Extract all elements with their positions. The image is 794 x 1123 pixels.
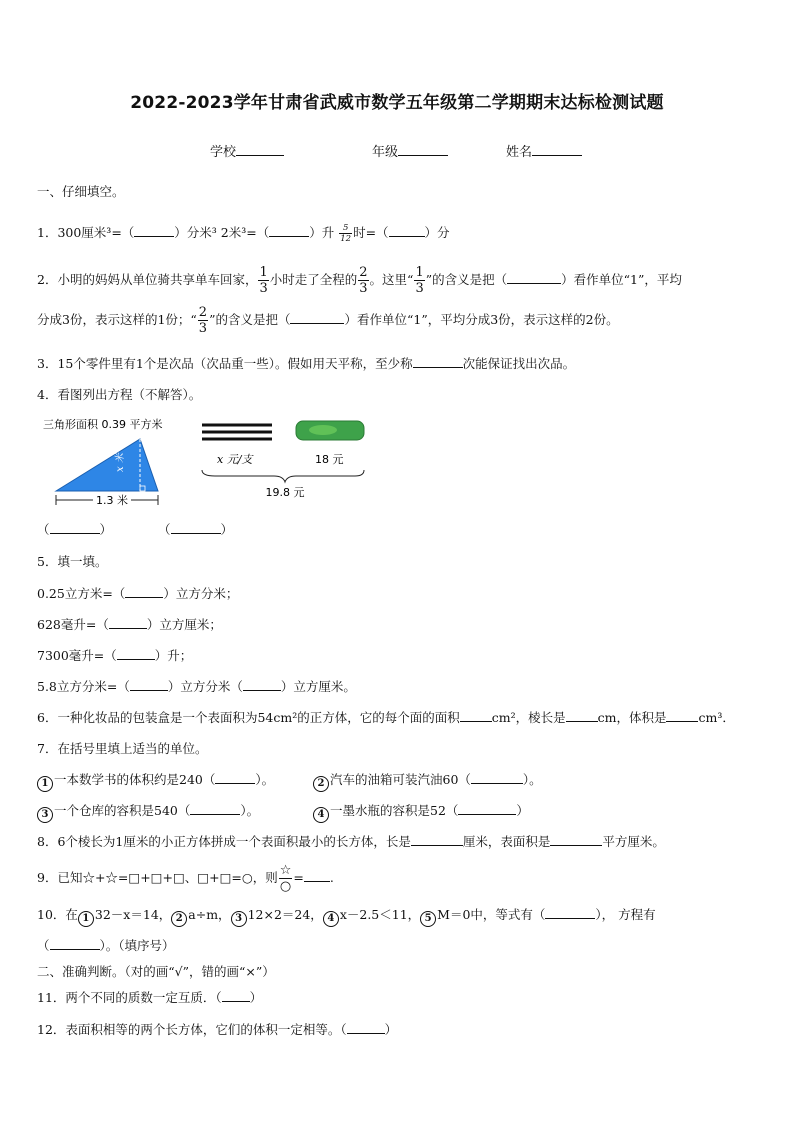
q2-text-a: 2．小明的妈妈从单位骑共享单车回家， [37,272,258,287]
q7-circled-1: 1 [37,776,53,792]
q1-blank-1[interactable] [134,224,174,237]
q7-circled-2: 2 [313,776,329,792]
q5-l3-text-b: ）升； [154,648,193,663]
q4-ans2-close: ） [220,522,234,537]
q2-f2-den: 3 [359,281,368,296]
q5-l2-text-a: 628毫升=（ [37,617,109,632]
q7-item-1 [37,770,274,792]
q6-blank-3[interactable] [666,709,698,722]
q1-text-b: ）分米³ 2米³=（ [174,225,270,240]
question-5: 5．填一填。 [37,554,108,569]
q11-text-b: ） [249,990,263,1005]
q5-l1-text-a: 0.25立方米=（ [37,586,126,601]
q9-text-a: 9．已知☆+☆=□+□+□、□+□=○，则 [37,870,278,885]
question-9 [37,864,334,893]
q8-blank-1[interactable] [411,833,463,846]
q5-l4-text-c: ）立方厘米。 [280,679,356,694]
q9-blank[interactable] [304,869,330,882]
q10-expr-3: 12×2＝24， [247,907,323,922]
question-6 [37,708,735,726]
grade-blank[interactable] [398,143,448,156]
q1-text-e: ）分 [424,225,450,240]
q10-circled-2: 2 [171,911,187,927]
q6-blank-1[interactable] [460,709,492,722]
q7-blank-4[interactable] [458,802,516,815]
total-price-label: 19.8 元 [265,486,305,499]
q5-line-2 [37,615,222,633]
q7-circled-3: 3 [37,807,53,823]
q8-text-a: 8．6个棱长为1厘米的小正方体拼成一个表面积最小的长方体，长是 [37,834,411,849]
q2-text-e: ）看作单位“1”，平均 [561,272,682,287]
q4-ans1-close: ） [99,522,113,537]
q3-text-a: 3．15个零件里有1个是次品（次品重一些）。假如用天平称，至少称 [37,356,413,371]
q5-blank-4[interactable] [130,678,168,691]
q3-text-b: 次能保证找出次品。 [462,356,576,371]
q10-circled-5: 5 [420,911,436,927]
pencil-case-decoration [309,425,337,435]
q2-f1-num: 1 [259,265,268,280]
q7-item-2 [313,770,542,792]
triangle-base-label: 1.3 米 [96,494,128,507]
q9-text-c: . [329,870,334,885]
q5-line-1 [37,584,238,602]
q2-f3-den: 3 [415,281,424,296]
question-2-line-1 [37,266,682,295]
question-4: 4．看图列出方程（不解答）。 [37,387,202,402]
q1-text-a: 1．300厘米³=（ [37,225,135,240]
q2-line2-a: 分成3份，表示这样的1份；“ [37,312,197,327]
q10-line2-text-a: （ [37,938,50,953]
q5-line-3 [37,646,192,664]
name-blank[interactable] [532,143,582,156]
q5-l4-text-a: 5.8立方分米=（ [37,679,130,694]
q7-i4-text-a: 一墨水瓶的容积是52（ [330,803,459,818]
triangle-area-label: 三角形面积 0.39 平方米 [43,418,163,431]
grade-label: 年级 [372,145,399,160]
q7-circled-4: 4 [313,807,329,823]
name-field [506,141,582,160]
q10-circled-1: 1 [78,911,94,927]
q6-text-b: cm²，棱长是 [491,710,566,725]
q7-blank-1[interactable] [215,771,255,784]
question-2-line-2 [37,306,619,335]
q9-frac-num: ☆ [279,863,292,878]
q1-text-d: 时=（ [353,225,389,240]
q2-text-d: ”的含义是把（ [425,272,508,287]
q4-figures [37,412,377,512]
q2-f2-num: 2 [359,265,368,280]
q10-text-a: 10．在 [37,907,78,922]
q9-fraction [279,864,293,893]
q2-fraction-4 [198,306,208,335]
q4-blank-1[interactable] [50,521,100,534]
q1-frac-num: 5 [339,224,352,235]
grade-field [372,141,448,160]
q10-blank-2[interactable] [50,937,100,950]
q4-blank-2[interactable] [171,521,221,534]
school-blank[interactable] [236,143,284,156]
q6-text-c: cm，体积是 [597,710,667,725]
q5-l2-text-b: ）立方厘米； [146,617,222,632]
q11-text-a: 11．两个不同的质数一定互质．（ [37,990,222,1005]
name-label: 姓名 [506,145,533,160]
triangle-shape [56,439,158,491]
question-12 [37,1020,397,1038]
q2-blank-2[interactable] [290,311,344,324]
q7-i3-text-b: ）。 [240,803,260,818]
q10-expr-2: a÷m， [188,907,231,922]
q2-f4-num: 2 [198,305,208,320]
q2-text-b: 小时走了全程的 [269,272,358,287]
q2-blank-1[interactable] [507,271,561,284]
q1-blank-3[interactable] [389,224,425,237]
q3-blank[interactable] [413,355,463,368]
q5-blank-3[interactable] [117,647,155,660]
q2-fraction-3 [414,266,424,295]
q7-i1-text-b: ）。 [255,772,275,787]
q9-text-b: = [293,870,304,885]
case-price-label: 18 元 [315,453,344,466]
question-10-line-1 [37,905,656,927]
question-7: 7．在括号里填上适当的单位。 [37,741,208,756]
question-10-line-2 [37,936,175,954]
q2-fraction-2 [358,266,368,295]
q5-blank-2[interactable] [109,616,147,629]
q2-f1-den: 3 [259,281,268,296]
q9-frac-den: ○ [279,879,292,894]
q5-l1-text-b: ）立方分米； [163,586,239,601]
q8-text-b: 厘米，表面积是 [462,834,551,849]
q10-expr-1: 32－x＝14， [94,907,172,922]
q7-i1-text-a: 一本数学书的体积约是240（ [54,772,216,787]
q1-blank-2[interactable] [269,224,309,237]
q5-l3-text-a: 7300毫升=（ [37,648,117,663]
pen-price-label: x 元/支 [217,453,253,466]
q10-line2-text-b: ）。（填序号） [99,938,175,953]
q10-blank-1[interactable] [545,906,595,919]
q6-text-d: cm³． [698,710,735,725]
q11-blank[interactable] [222,989,250,1002]
question-1 [37,223,450,244]
q10-circled-3: 3 [231,911,247,927]
q12-blank[interactable] [347,1021,385,1034]
q5-blank-1[interactable] [125,585,163,598]
q10-text-b: ）， 方程有 [595,907,656,922]
q7-item-4 [313,801,529,823]
q6-text-a: 6．一种化妆品的包装盒是一个表面积为54cm²的正方体，它的每个面的面积 [37,710,460,725]
q8-text-c: 平方厘米。 [602,834,665,849]
q2-text-c: 。这里“ [369,272,414,287]
school-label: 学校 [210,145,237,160]
q6-blank-2[interactable] [566,709,598,722]
q2-fraction-1 [258,266,268,295]
question-8 [37,832,665,850]
q2-f4-den: 3 [198,321,208,336]
q2-line2-c: ）看作单位“1”，平均分成3份，表示这样的2份。 [344,312,619,327]
q1-text-c: ）升 [309,225,335,240]
q7-i2-text-a: 汽车的油箱可装汽油60（ [330,772,471,787]
q7-i3-text-a: 一个仓库的容积是540（ [54,803,191,818]
q2-f3-num: 1 [415,265,424,280]
question-3 [37,354,575,372]
q2-line2-b: ”的含义是把（ [209,312,291,327]
q1-frac-den: 12 [340,234,352,244]
q7-i2-text-b: ）。 [522,772,542,787]
q5-line-4 [37,677,356,695]
q5-blank-5[interactable] [243,678,281,691]
section-1-heading: 一、仔细填空。 [37,184,125,199]
question-11 [37,988,262,1006]
q7-i4-text-b: ） [516,803,529,818]
q12-text-b: ） [384,1022,398,1037]
q4-figures-svg [37,412,377,512]
q10-expr-5: M＝0中，等式有（ [437,907,546,922]
q10-circled-4: 4 [323,911,339,927]
q5-l4-text-b: ）立方分米（ [167,679,243,694]
q1-fraction [339,224,352,244]
q4-ans1-open: （ [37,522,50,537]
q4-ans2-open: （ [158,522,171,537]
q7-blank-2[interactable] [471,771,523,784]
q4-answer-2 [158,520,233,538]
q7-item-3 [37,801,259,823]
page-title: 2022-2023学年甘肃省武威市数学五年级第二学期期末达标检测试题 [130,93,664,113]
total-brace [202,470,364,482]
q8-blank-2[interactable] [550,833,602,846]
triangle-height-label: x 米 [115,453,126,472]
school-field [210,141,284,160]
section-2-heading: 二、准确判断。（对的画“√”，错的画“×”） [37,964,275,979]
q4-answer-1 [37,520,112,538]
q12-text-a: 12．表面积相等的两个长方体，它们的体积一定相等。（ [37,1022,347,1037]
q10-expr-4: x－2.5＜11， [339,907,421,922]
q7-blank-3[interactable] [190,802,240,815]
